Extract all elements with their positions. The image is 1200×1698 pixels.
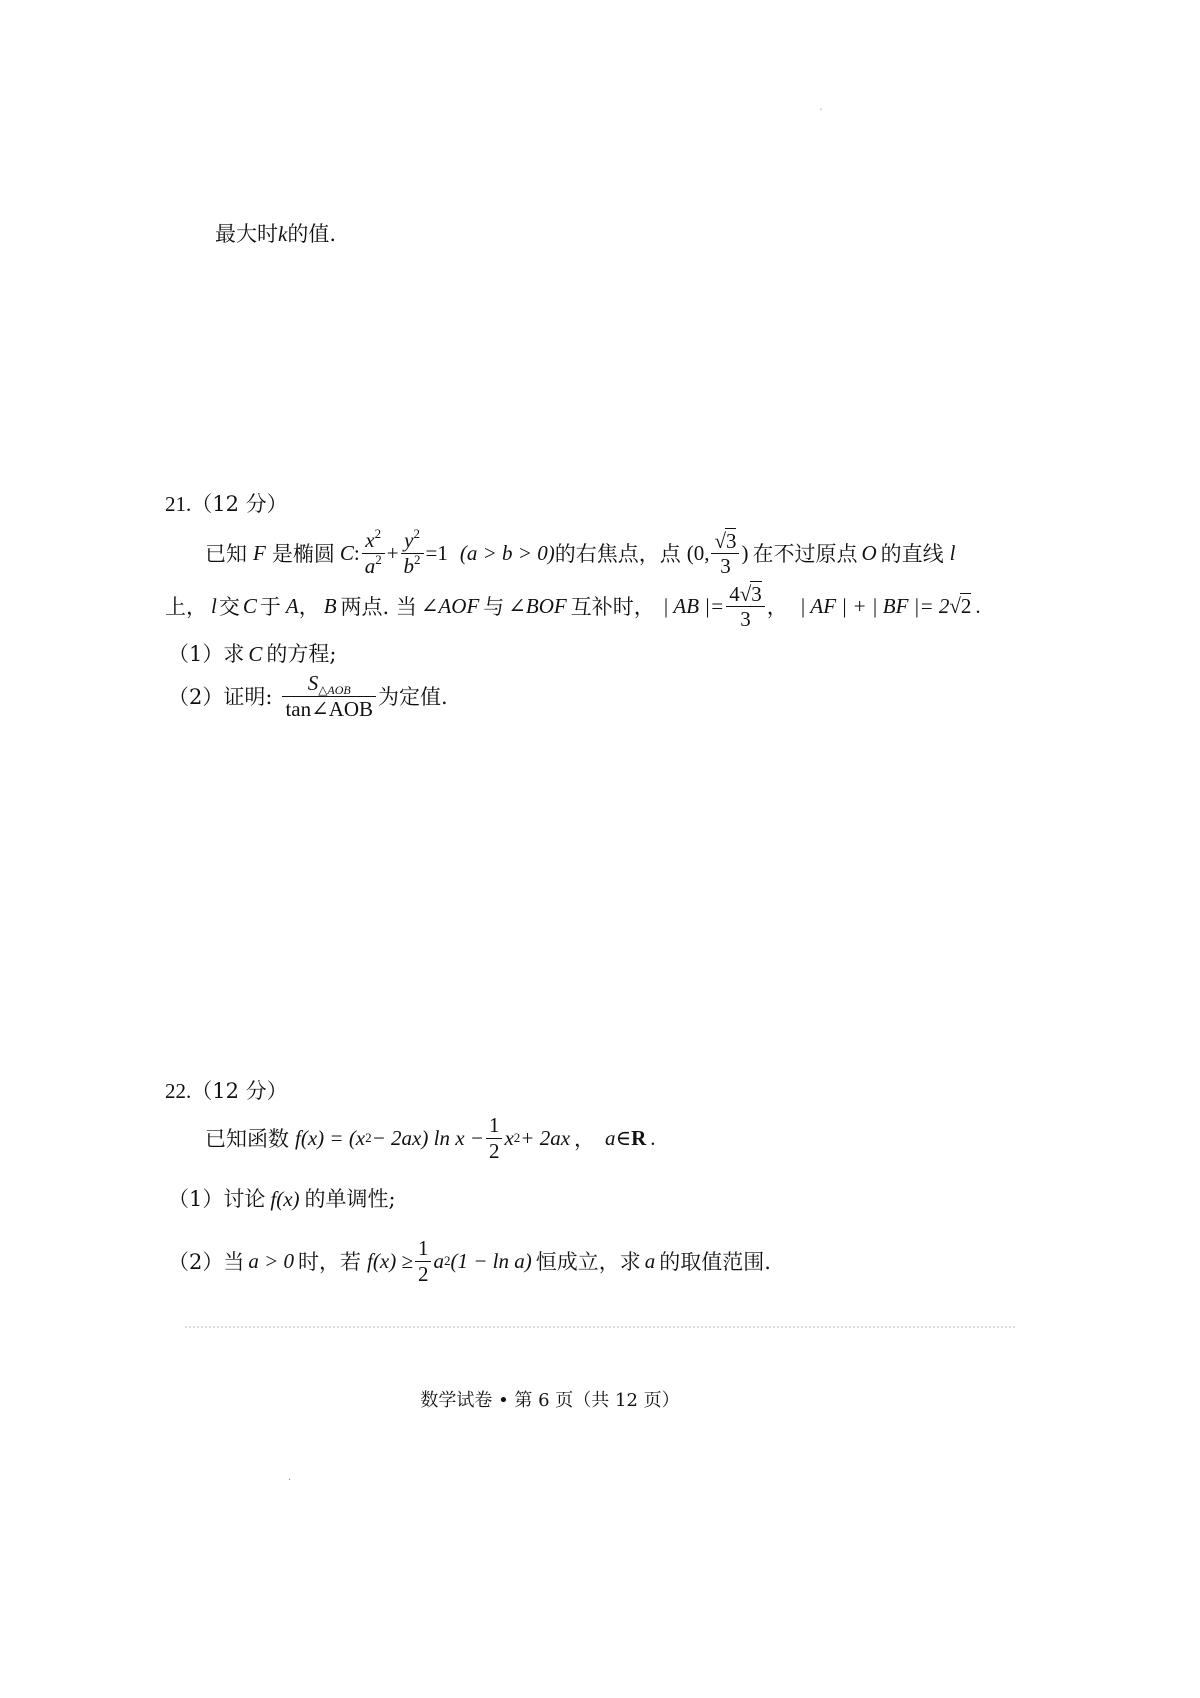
fraction-y2-b2: $\frac{y^2}{b^2}$ <box>401 528 424 577</box>
q21-header: 21.（12 分） <box>165 492 288 516</box>
scan-mark: · <box>288 1475 292 1486</box>
q22-part1: （1）讨论 f(x) 的单调性; <box>168 1187 396 1211</box>
fraction-one-half: $\frac{1}{2}$ <box>415 1236 432 1285</box>
q21-stem: 已知 F 是椭圆 C : $\frac{x^2}{a^2}$ + $\frac{y^2}{b^2}$ =1 (a > b > 0) 的右焦点，点 (0, $\frac{√3}{3}$ ) 在不过原点 O 的直线 l <box>205 526 956 578</box>
carry-over-line: 最大时k的值. <box>215 222 337 246</box>
fraction-one-half: $\frac{1}{2}$ <box>486 1113 503 1162</box>
dotted-separator <box>185 1326 1015 1328</box>
fraction-x2-a2: $\frac{x^2}{a^2}$ <box>362 528 385 577</box>
q21-part2: （2）证明: $\frac{S_{\triangle AOB}}{\text{tan∠AOB}}$ 为定值. <box>168 671 448 721</box>
page-footer: 数学试卷 • 第 6 页（共 12 页） <box>420 1390 680 1411</box>
fraction-4sqrt3-over-3: $\frac{4√3}{3}$ <box>726 581 765 631</box>
scan-mark: ′ <box>820 108 823 119</box>
q21-line2: 上， l 交 C 于 A ， B 两点. 当 ∠AOF 与 ∠BOF 互补时， | AB |= $\frac{4√3}{3}$ ， | AF | + | BF |= 2 √ 2 . <box>165 581 981 631</box>
q22-header: 22.（12 分） <box>165 1079 288 1103</box>
q22-part2: （2）当 a > 0 时，若 f(x) ≥ $\frac{1}{2}$ a 2 (1 − ln a) 恒成立，求 a 的取值范围. <box>168 1236 771 1286</box>
q21-part1: （1）求 C 的方程; <box>168 642 337 666</box>
fraction-sqrt3-over-3: $\frac{√3}{3}$ <box>711 528 739 578</box>
q22-stem: 已知函数 f(x) = (x 2 − 2ax) ln x − $\frac{1}{2}$ x 2 + 2ax ， a ∈ R . <box>205 1113 656 1163</box>
fraction-area-over-tan: $\frac{S_{\triangle AOB}}{\text{tan∠AOB}}$ <box>282 671 376 720</box>
